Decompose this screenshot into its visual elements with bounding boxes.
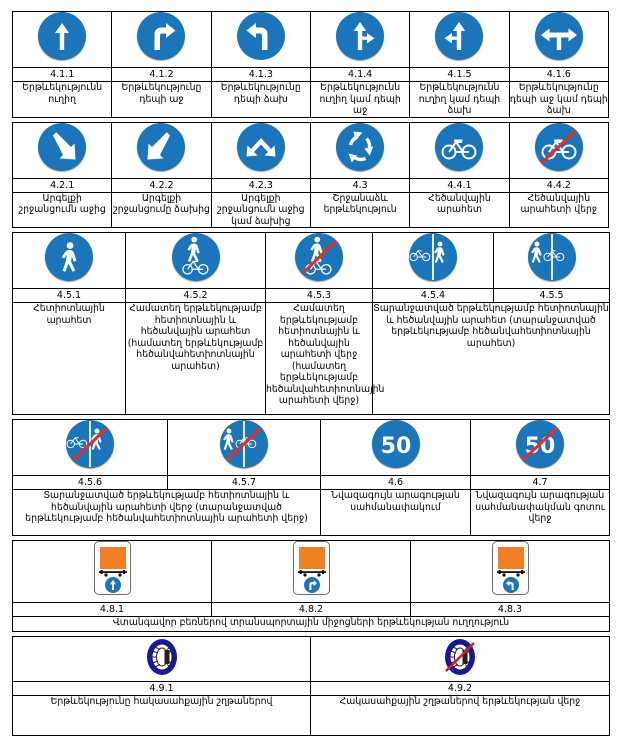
sign-cell-491 (13, 637, 311, 682)
pedestrian-bicycle-shared-icon (172, 233, 220, 281)
sign-description: Երթևեկությունը դեպի ձախ (211, 82, 310, 118)
sign-description: Երթևեկությունը դեպի աջ (112, 82, 211, 118)
roundabout-icon (336, 123, 384, 171)
sign-code: 4.1.2 (112, 68, 211, 82)
snow-chains-end-icon (442, 637, 478, 677)
sign-cell-456 (13, 420, 168, 476)
sign-description: Արգելքի շրջանցումն աջից (13, 192, 112, 228)
code-row (13, 603, 610, 617)
svg-text:50: 50 (380, 434, 411, 459)
sign-description: Հետիոտնային արահետ (13, 303, 126, 415)
signs-group-4-1 (12, 11, 609, 118)
bicycle-pedestrian-divided-icon (409, 233, 457, 281)
svg-text:50: 50 (524, 434, 556, 459)
sign-code: 4.5.3 (266, 289, 373, 303)
sign-cell-416 (509, 12, 608, 68)
sign-description-merged: Վտանգավոր բեռներով տրանսպորտային միջոցների երթևեկության ուղղություն (13, 617, 610, 632)
sign-code: 4.1.4 (310, 68, 409, 82)
sign-description: Նվազագույն արագության սահմանափակման գոտու վերջ (471, 490, 610, 536)
sign-cell-481 (13, 541, 212, 603)
sign-code: 4.4.2 (509, 178, 608, 192)
code-row (13, 178, 609, 192)
signs-group-4-2 (12, 122, 609, 229)
minimum-speed-50-end-icon (516, 420, 564, 468)
desc-row (13, 303, 610, 415)
sign-table-page (0, 11, 621, 708)
straight-or-right-arrow-icon (336, 12, 384, 60)
sign-code: 4.1.1 (13, 68, 112, 82)
sign-cell-412 (112, 12, 211, 68)
signs-group-4-5-b (12, 419, 610, 536)
sign-description: Համատեղ երթևեկությամբ հետիոտնային և հեծանվային արահետ (համատեղ երթևեկությամբ հեծանվահետիոտնային արահետ) (126, 303, 266, 415)
icon-row (13, 541, 610, 603)
sign-code: 4.8.2 (212, 603, 411, 617)
sign-description: Երթևեկությունը դեպի աջ կամ դեպի ձախ (509, 82, 608, 116)
code-row (13, 289, 610, 303)
code-row (13, 476, 610, 490)
obstacle-pass-left-icon (137, 123, 185, 171)
sign-code: 4.4.1 (410, 178, 509, 192)
sign-code: 4.1.5 (410, 68, 509, 82)
left-or-right-arrow-icon (535, 12, 583, 60)
pedestrian-bicycle-divided-icon (528, 233, 576, 281)
sign-code: 4.2.2 (112, 178, 211, 192)
sign-description: Նվազագույն արագության սահմանափակում (321, 490, 471, 536)
desc-row (13, 192, 609, 228)
left-turn-arrow-icon (237, 12, 285, 60)
sign-code: 4.9.2 (311, 682, 610, 696)
sign-cell-46 (321, 420, 471, 476)
sign-description: Հեծանվային արահետի վերջ (509, 192, 608, 228)
sign-code: 4.5.5 (494, 289, 610, 303)
hazard-vehicle-right-icon (293, 541, 330, 595)
sign-code: 4.8.3 (411, 603, 610, 617)
sign-code: 4.8.1 (13, 603, 212, 617)
pedestrian-bicycle-divided-end-icon (220, 420, 268, 468)
right-turn-arrow-icon (137, 12, 185, 60)
sign-cell-413 (211, 12, 310, 68)
hazard-vehicle-left-icon (492, 541, 529, 595)
sign-cell-492 (311, 637, 610, 682)
sign-cell-411 (13, 12, 112, 68)
sign-code: 4.7 (471, 476, 610, 490)
bicycle-icon (435, 123, 483, 171)
sign-code: 4.5.1 (13, 289, 126, 303)
sign-cell-482 (212, 541, 411, 603)
minimum-speed-50-icon (372, 420, 420, 468)
sign-cell-423 (211, 122, 310, 178)
sign-cell-421 (13, 122, 112, 178)
sign-code: 4.6 (321, 476, 471, 490)
sign-description: Շրջանաձև երթևեկություն (310, 192, 409, 228)
sign-cell-415 (410, 12, 509, 68)
sign-code: 4.5.2 (126, 289, 266, 303)
sign-description: Երթևեկությունը հակասահքային շղթաներով (13, 696, 311, 736)
sign-cell-43 (310, 122, 409, 178)
sign-code: 4.2.3 (211, 178, 310, 192)
sign-code: 4.1.6 (509, 68, 608, 82)
sign-cell-454 (373, 233, 494, 289)
sign-description: Երթևեկությունն ուղիղ (13, 82, 112, 118)
sign-description-merged: Տարանջատված երթևեկությամբ հետիոտնային և հեծանվային արահետ (տարանջատված երթևեկությամբ հեծանվահետիոտնային արահետ) (373, 303, 610, 415)
icon-row (13, 12, 609, 68)
sign-cell-452 (126, 233, 266, 289)
sign-description: Հեծանվային արահետ (410, 192, 509, 228)
code-row (13, 682, 610, 696)
sign-cell-422 (112, 122, 211, 178)
obstacle-pass-either-icon (237, 123, 285, 171)
sign-code: 4.9.1 (13, 682, 311, 696)
pedestrian-icon (45, 233, 93, 281)
straight-or-left-arrow-icon (435, 12, 483, 60)
desc-row (13, 82, 609, 118)
sign-cell-441 (410, 122, 509, 178)
sign-cell-47 (471, 420, 610, 476)
sign-cell-483 (411, 541, 610, 603)
sign-description-merged: Տարանջատված երթևեկությամբ հետիոտնային և հեծանվային արահետի վերջ (տարանջատված երթևեկությամբ հեծանվահետիոտնային արահետի վերջ) (13, 490, 321, 536)
desc-row (13, 490, 610, 536)
sign-cell-442 (509, 122, 608, 178)
sign-cell-451 (13, 233, 126, 289)
desc-row (13, 696, 610, 736)
sign-description: Երթևեկությունն ուղիղ կամ դեպի աջ (310, 82, 409, 118)
sign-code: 4.3 (310, 178, 409, 192)
obstacle-pass-right-icon (38, 123, 86, 171)
desc-row (13, 617, 610, 632)
sign-code: 4.5.6 (13, 476, 168, 490)
signs-group-4-5-a (12, 232, 610, 415)
sign-code: 4.5.4 (373, 289, 494, 303)
sign-description: Համատեղ երթևեկությամբ հետիոտնային և հեծանվային արահետի վերջ (համատեղ երթևեկությամբ հեծանվահետիոտնային արահետի վերջ) (266, 303, 373, 415)
sign-description: Արգելքի շրջանցումն աջից կամ ձախից (211, 192, 310, 228)
sign-description: Արգելքի շրջանցումը ձախից (112, 192, 211, 228)
snow-chains-icon (144, 637, 180, 677)
sign-code: 4.1.3 (211, 68, 310, 82)
bicycle-pedestrian-divided-end-icon (66, 420, 114, 468)
sign-description: Հակասահքային շղթաներով երթևեկության վերջ (311, 696, 610, 736)
signs-group-4-9 (12, 636, 610, 736)
hazard-vehicle-straight-icon (94, 541, 131, 595)
straight-arrow-icon (38, 12, 86, 60)
pedestrian-bicycle-shared-end-icon (295, 233, 343, 281)
sign-description: Երթևեկությունն ուղիղ կամ դեպի ձախ (410, 82, 509, 118)
sign-cell-457 (168, 420, 321, 476)
icon-row (13, 420, 610, 476)
bicycle-end-icon (535, 123, 583, 171)
signs-group-4-8 (12, 540, 610, 632)
sign-code: 4.5.7 (168, 476, 321, 490)
code-row (13, 68, 609, 82)
sign-code: 4.2.1 (13, 178, 112, 192)
icon-row (13, 233, 610, 289)
sign-cell-453 (266, 233, 373, 289)
sign-cell-414 (310, 12, 409, 68)
sign-cell-455 (494, 233, 610, 289)
icon-row (13, 637, 610, 682)
icon-row (13, 122, 609, 178)
